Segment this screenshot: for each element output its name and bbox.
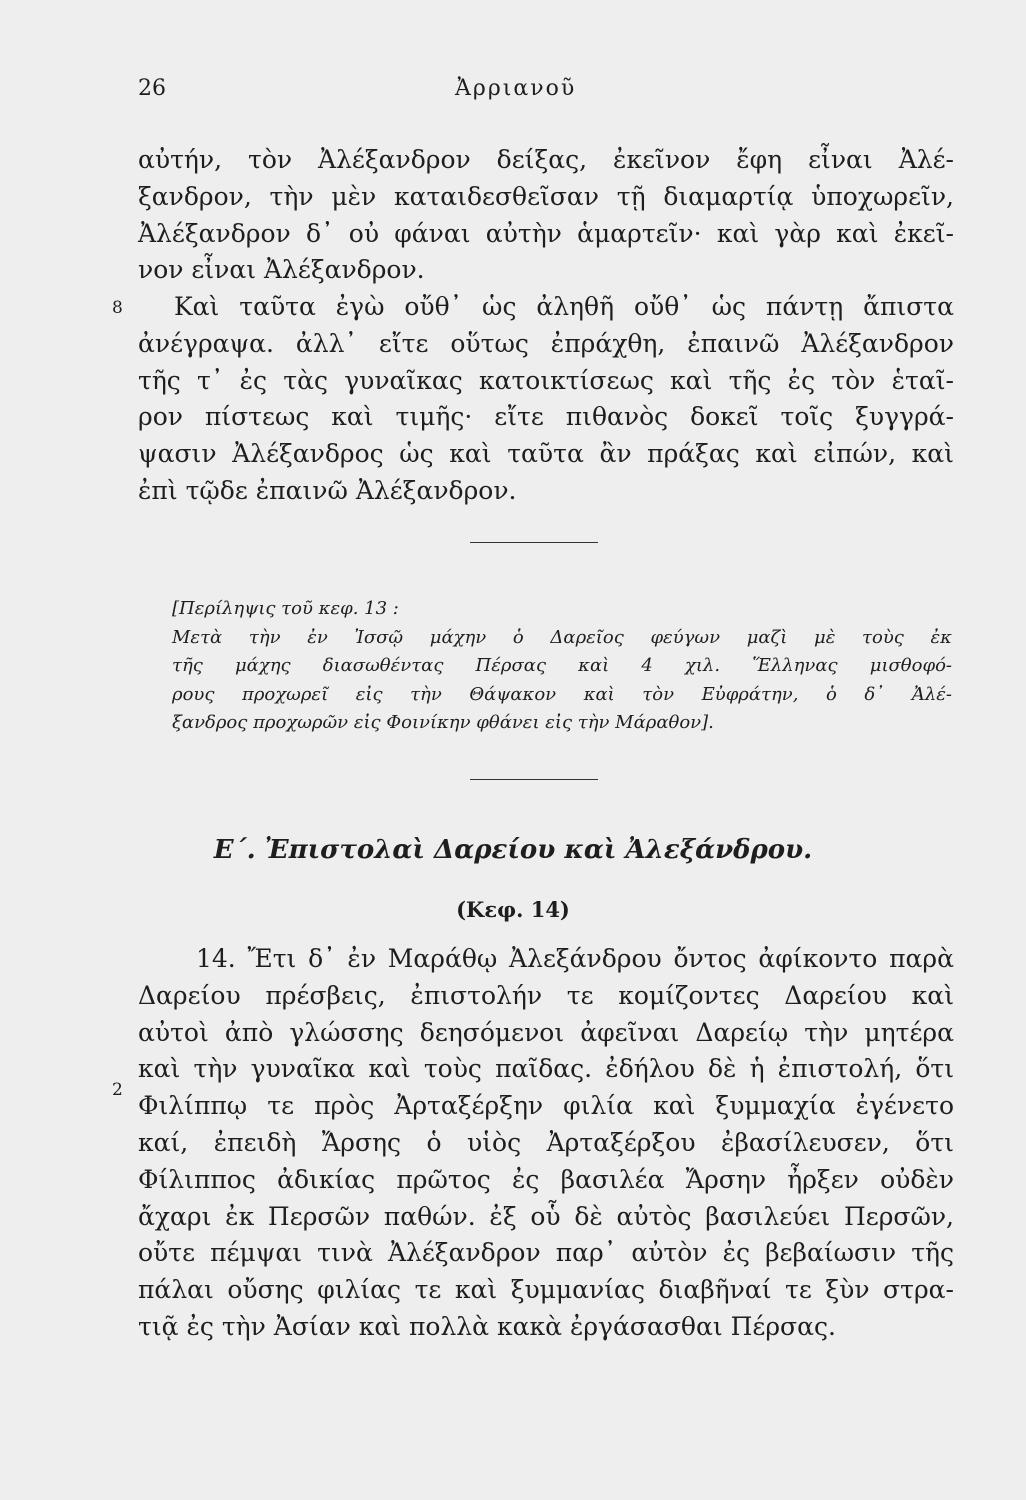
- text-line: καί, ἐπειδὴ Ἄρσης ὁ υἱὸς Ἀρταξέρξου ἐβασίλευσεν, ὅτι: [138, 1127, 954, 1157]
- text-line: καὶ τὴν γυναῖκα καὶ τοὺς παῖδας. ἐδήλου δὲ ἡ ἐπιστολή, ὅτι: [138, 1054, 954, 1084]
- text-line: 14. Ἔτι δ᾽ ἐν Μαράθῳ Ἀλεξάνδρου ὄντος ἀφίκοντο παρὰ: [196, 944, 954, 973]
- paragraph-8: [138, 289, 954, 510]
- text-line: ψασιν Ἀλέξανδρος ὡς καὶ ταῦτα ἂν πράξας καὶ εἰπών, καὶ: [138, 439, 954, 469]
- page-number: 26: [138, 76, 166, 101]
- text-line: Ἀλέξανδρον δ᾽ οὐ φάναι αὐτὴν ἁμαρτεῖν· καὶ γὰρ καὶ ἐκεῖ-: [138, 218, 954, 248]
- section-heading: Ε΄. Ἐπιστολαὶ Δαρείου καὶ Ἀλεξάνδρου.: [213, 835, 813, 865]
- text-line: πάλαι οὔσης φιλίας τε καὶ ξυμμανίας διαβῆναί τε ξὺν στρα-: [138, 1275, 954, 1305]
- text-line: τιᾷ ἐς τὴν Ἀσίαν καὶ πολλὰ κακὰ ἐργάσασθαι Πέρσας.: [138, 1311, 836, 1341]
- summary-line: τῆς μάχης διασωθέντας Πέρσας καὶ 4 χιλ. Ἕλληνας μισθοφό-: [172, 655, 952, 676]
- section-subheading: (Κεφ. 14): [456, 897, 570, 922]
- text-line: οὔτε πέμψαι τινὰ Ἀλέξανδρον παρ᾽ αὐτὸν ἐς βεβαίωσιν τῆς: [138, 1238, 954, 1268]
- divider-rule: [470, 779, 598, 780]
- divider-rule: [470, 542, 598, 543]
- margin-section-number: 8: [112, 298, 123, 318]
- text-line: αὐτήν, τὸν Ἀλέξανδρον δείξας, ἐκεῖνον ἔφη εἶναι Ἀλέ-: [138, 145, 954, 174]
- text-line: νον εἶναι Ἀλέξανδρον.: [138, 255, 425, 285]
- paragraph-continued: [138, 142, 954, 289]
- text-line: Φίλιππος ἀδικίας πρῶτος ἐς βασιλέα Ἄρσην ἦρξεν οὐδὲν: [138, 1164, 954, 1194]
- text-line: ἀνέγραψα. ἀλλ᾽ εἴτε οὕτως ἐπράχθη, ἐπαινῶ Ἀλέξανδρον: [138, 328, 954, 358]
- text-line: ἐπὶ τῷδε ἐπαινῶ Ἀλέξανδρον.: [138, 475, 517, 505]
- paragraph-14: [138, 941, 954, 1346]
- summary-line: ρους προχωρεῖ εἰς τὴν Θάψακον καὶ τὸν Εὐφράτην, ὁ δ᾽ Ἀλέ-: [172, 683, 952, 705]
- summary-line: Μετὰ τὴν ἐν Ἰσσῷ μάχην ὁ Δαρεῖος φεύγων μαζὶ μὲ τοὺς ἐκ: [172, 626, 952, 648]
- chapter-summary: [172, 595, 952, 738]
- text-line: Καὶ ταῦτα ἐγὼ οὔθ᾽ ὡς ἀληθῆ οὔθ᾽ ὡς πάντῃ ἄπιστα: [174, 292, 954, 321]
- text-line: αὐτοὶ ἀπὸ γλώσσης δεησόμενοι ἀφεῖναι Δαρείῳ τὴν μητέρα: [138, 1017, 954, 1047]
- margin-section-number: 2: [112, 1080, 123, 1100]
- text-line: ἄχαρι ἐκ Περσῶν παθών. ἐξ οὗ δὲ αὐτὸς βασιλεύει Περσῶν,: [138, 1201, 954, 1231]
- text-line: Δαρείου πρέσβεις, ἐπιστολήν τε κομίζοντες Δαρείου καὶ: [138, 980, 954, 1010]
- text-line: ρον πίστεως καὶ τιμῆς· εἴτε πιθανὸς δοκεῖ τοῖς ξυγγρά-: [138, 402, 954, 432]
- text-line: ξανδρον, τὴν μὲν καταιδεσθεῖσαν τῇ διαμαρτίᾳ ὑποχωρεῖν,: [138, 181, 954, 211]
- text-line: τῆς τ᾽ ἐς τὰς γυναῖκας κατοικτίσεως καὶ τῆς ἐς τὸν ἑταῖ-: [138, 365, 954, 395]
- text-line: Φιλίππῳ τε πρὸς Ἀρταξέρξην φιλία καὶ ξυμμαχία ἐγένετο: [138, 1091, 954, 1121]
- summary-line: [Περίληψις τοῦ κεφ. 13 :: [172, 598, 399, 619]
- running-title: Ἀρριανοῦ: [455, 76, 577, 101]
- summary-line: ξανδρος προχωρῶν εἰς Φοινίκην φθάνει εἰς τὴν Μάραθον].: [172, 712, 714, 733]
